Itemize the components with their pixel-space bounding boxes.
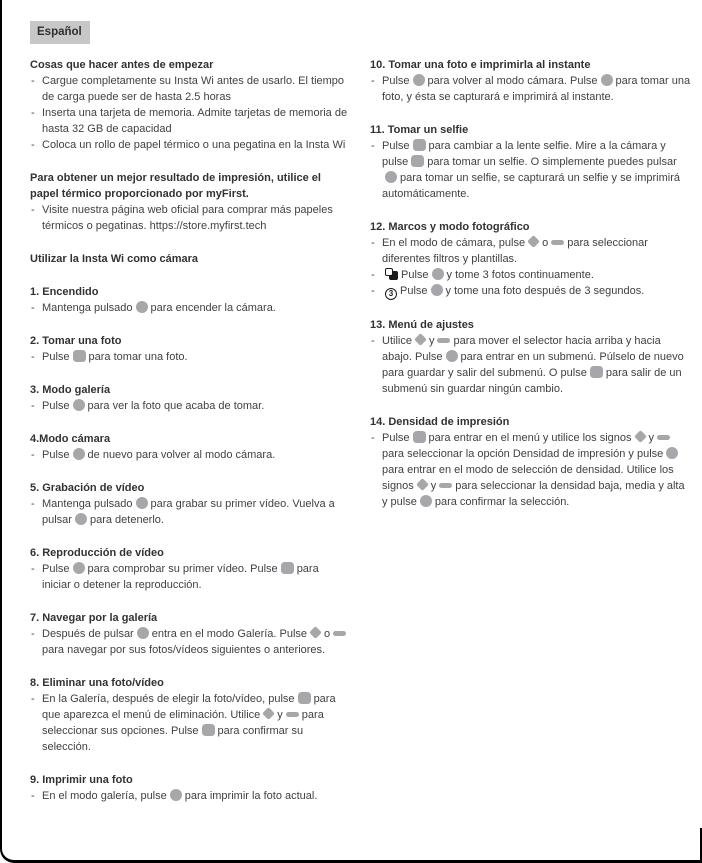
text-segment: y [648, 432, 655, 444]
bullet-dash: - [31, 302, 35, 314]
text-segment: para tomar una foto. [88, 351, 188, 363]
circle-button-icon [432, 268, 444, 280]
section-title: 6. Reproducción de vídeo [30, 547, 164, 559]
section-title: 11. Tomar un selfie [370, 124, 469, 136]
bullet-dash: - [31, 204, 35, 216]
right-column [370, 57, 692, 527]
text-segment: Pulse [42, 400, 70, 412]
section-title: 2. Tomar una foto [30, 335, 122, 347]
circle-button-icon [136, 301, 148, 313]
text-segment: En el modo de cámara, pulse [382, 237, 526, 249]
square-button-icon [413, 431, 426, 443]
section [30, 431, 350, 463]
section-title: 3. Modo galería [30, 384, 111, 396]
circle-button-icon [413, 74, 425, 86]
text-segment: Después de pulsar [42, 628, 134, 640]
circle-button-icon [431, 284, 443, 296]
instruction-item [30, 788, 350, 804]
instruction-item [30, 626, 350, 658]
text-segment: para tomar un selfie, se capturará un selfie y se imprimirá automáticamente. [382, 172, 681, 200]
text-segment: o [324, 628, 331, 640]
section [30, 284, 350, 316]
section [30, 480, 350, 528]
text-segment: En la Galería, después de elegir la foto/vídeo, pulse [42, 693, 295, 705]
text-segment: para tomar una foto, y ésta se capturará e imprimirá al instante. [382, 75, 691, 103]
text-segment: para navegar por sus fotos/vídeos siguientes o anteriores. [42, 644, 326, 656]
section [30, 610, 350, 658]
circle-button-icon [73, 448, 85, 460]
text-segment: Pulse [382, 75, 410, 87]
text-segment: Utilice [382, 335, 412, 347]
text-segment: para iniciar o detener la reproducción. [42, 563, 319, 591]
square-button-icon [73, 350, 86, 362]
text-segment: para encender la cámara. [150, 302, 276, 314]
instruction-item [370, 73, 692, 105]
diamond-button-icon [527, 235, 540, 248]
text-segment: de nuevo para volver al modo cámara. [87, 449, 276, 461]
diamond-button-icon [634, 430, 647, 443]
text-segment: y tome 3 fotos continuamente. [446, 269, 594, 281]
bullet-dash: - [31, 693, 35, 705]
circle-button-icon [170, 789, 182, 801]
section-title: 8. Eliminar una foto/vídeo [30, 677, 164, 689]
square-button-icon [202, 724, 215, 736]
text-segment: Pulse [400, 285, 428, 297]
bullet-dash: - [31, 628, 35, 640]
bullet-dash: - [371, 285, 375, 297]
text-segment: Visite nuestra página web oficial para comprar más papeles térmicos o pegatinas. https://store.myfirst.tech [42, 204, 333, 232]
pill-button-icon [657, 435, 670, 440]
section-title: 7. Navegar por la galería [30, 612, 158, 624]
instruction-item [370, 430, 692, 510]
bullet-dash: - [31, 498, 35, 510]
square-button-icon [413, 139, 426, 151]
pill-button-icon [439, 483, 452, 488]
square-button-icon [590, 366, 603, 378]
text-segment: y [430, 480, 437, 492]
circle-button-icon [601, 74, 613, 86]
diamond-button-icon [309, 626, 322, 639]
text-segment: para tomar un selfie. O simplemente puedes pulsar [427, 156, 677, 168]
section [30, 772, 350, 804]
text-segment: para entrar en un submenú. Púlselo de nuevo para guardar y salir del submenú. O pulse [382, 351, 684, 379]
bullet-dash: - [31, 351, 35, 363]
bullet-dash: - [371, 432, 375, 444]
diamond-button-icon [416, 478, 429, 491]
text-segment: para imprimir la foto actual. [184, 790, 318, 802]
circle-button-icon [385, 171, 397, 183]
section-title: 12. Marcos y modo fotográfico [370, 221, 530, 233]
text-segment: para comprobar su primer vídeo. Pulse [87, 563, 278, 575]
section [30, 57, 350, 153]
bullet-dash: - [371, 75, 375, 87]
text-segment: Inserta una tarjeta de memoria. Admite tarjetas de memoria de hasta 32 GB de capacidad [42, 107, 348, 135]
instruction-item [30, 105, 350, 137]
section [30, 382, 350, 414]
text-segment: para confirmar la selección. [434, 496, 570, 508]
circle-button-icon [136, 497, 148, 509]
text-segment: para seleccionar diferentes filtros y plantillas. [382, 237, 648, 265]
text-segment: Mantenga pulsado [42, 302, 133, 314]
circle-button-icon [73, 562, 85, 574]
square-button-icon [411, 155, 424, 167]
instruction-item [30, 137, 350, 153]
pill-button-icon [551, 240, 564, 245]
section [370, 122, 692, 202]
section [370, 317, 692, 397]
instruction-item [370, 333, 692, 397]
text-segment: Pulse [401, 269, 429, 281]
pill-button-icon [333, 631, 346, 636]
instruction-item [370, 283, 692, 300]
text-segment: Pulse [42, 351, 70, 363]
instruction-item [30, 202, 350, 234]
square-button-icon [281, 562, 294, 574]
text-segment: para detenerlo. [89, 514, 164, 526]
instruction-item [30, 496, 350, 528]
text-segment: Mantenga pulsado [42, 498, 133, 510]
instruction-item [30, 349, 350, 365]
bullet-dash: - [371, 269, 375, 281]
burst-mode-icon [385, 268, 398, 280]
left-column [30, 57, 350, 821]
section [30, 545, 350, 593]
bullet-dash: - [31, 139, 35, 151]
circle-button-icon [420, 495, 432, 507]
circle-button-icon [446, 350, 458, 362]
section [370, 57, 692, 105]
section [370, 414, 692, 510]
text-segment: En el modo galería, pulse [42, 790, 167, 802]
pill-button-icon [437, 338, 450, 343]
section-title: Utilizar la Insta Wi como cámara [30, 253, 199, 265]
text-segment: para salir de un submenú sin guardar ningún cambio. [382, 367, 682, 395]
text-segment: para grabar su primer vídeo. Vuelva a pulsar [42, 498, 335, 526]
text-segment: Pulse [382, 140, 410, 152]
text-segment: y tome una foto después de 3 segundos. [445, 285, 645, 297]
text-segment: entra en el modo Galería. Pulse [151, 628, 308, 640]
text-segment: y [428, 335, 435, 347]
bullet-dash: - [31, 400, 35, 412]
instruction-item [30, 561, 350, 593]
bullet-dash: - [31, 790, 35, 802]
instruction-item [30, 73, 350, 105]
pill-button-icon [286, 712, 299, 717]
instruction-item [30, 691, 350, 755]
text-segment: para seleccionar la densidad baja, media y alta y pulse [382, 480, 685, 508]
square-button-icon [298, 692, 311, 704]
bullet-dash: - [31, 449, 35, 461]
bullet-dash: - [371, 237, 375, 249]
text-segment: Cargue completamente su Insta Wi antes de usarlo. El tiempo de carga puede ser de hasta 2.5 horas [42, 75, 345, 103]
section-title: 1. Encendido [30, 286, 99, 298]
section [30, 333, 350, 365]
text-segment: Coloca un rollo de papel térmico o una pegatina en la Insta Wi [42, 139, 346, 151]
text-segment: para mover el selector hacia arriba y hacia abajo. Pulse [382, 335, 661, 363]
section-title: 5. Grabación de vídeo [30, 482, 145, 494]
text-segment: para seleccionar la opción Densidad de impresión y pulse [382, 448, 664, 460]
instruction-item [370, 267, 692, 283]
section-title: 4.Modo cámara [30, 433, 111, 445]
text-segment: Pulse [382, 432, 410, 444]
bullet-dash: - [31, 75, 35, 87]
text-segment: para que aparezca el menú de eliminación. Utilice [42, 693, 336, 721]
text-segment: o [542, 237, 549, 249]
text-segment: para confirmar su selección. [42, 725, 304, 753]
section [30, 170, 350, 234]
section-title: Cosas que hacer antes de empezar [30, 59, 214, 71]
text-segment: para cambiar a la lente selfie. Mire a la cámara y pulse [382, 140, 666, 168]
text-segment: Pulse [42, 449, 70, 461]
bullet-dash: - [31, 107, 35, 119]
text-segment: para seleccionar sus opciones. Pulse [42, 709, 324, 737]
circle-button-icon [137, 627, 149, 639]
text-segment: Pulse [42, 563, 70, 575]
diamond-button-icon [414, 333, 427, 346]
section [30, 251, 350, 267]
instruction-item [30, 300, 350, 316]
instruction-item [30, 398, 350, 414]
bullet-dash: - [371, 335, 375, 347]
diamond-button-icon [262, 707, 275, 720]
timer-3s-icon: 3 [385, 288, 397, 300]
two-column-layout [30, 57, 692, 821]
section [370, 219, 692, 300]
instruction-item [30, 447, 350, 463]
section-title: 14. Densidad de impresión [370, 416, 510, 428]
language-badge: Español [30, 21, 90, 44]
circle-button-icon [73, 399, 85, 411]
instruction-item [370, 235, 692, 267]
section-title: 10. Tomar una foto e imprimirla al instante [370, 59, 591, 71]
text-segment: para ver la foto que acaba de tomar. [87, 400, 265, 412]
text-segment: para volver al modo cámara. Pulse [427, 75, 598, 87]
circle-button-icon [75, 513, 87, 525]
bullet-dash: - [371, 140, 375, 152]
section-title: Para obtener un mejor resultado de impresión, utilice el papel térmico proporcionado por myFirst. [30, 172, 321, 200]
text-segment: para entrar en el modo de selección de densidad. Utilice los signos [382, 464, 674, 492]
section-title: 13. Menú de ajustes [370, 319, 474, 331]
circle-button-icon [666, 447, 678, 459]
text-segment: y [277, 709, 283, 721]
instruction-item [370, 138, 692, 202]
text-segment: para entrar en el menú y utilice los signos [428, 432, 632, 444]
section [30, 675, 350, 755]
section-title: 9. Imprimir una foto [30, 774, 133, 786]
bullet-dash: - [31, 563, 35, 575]
